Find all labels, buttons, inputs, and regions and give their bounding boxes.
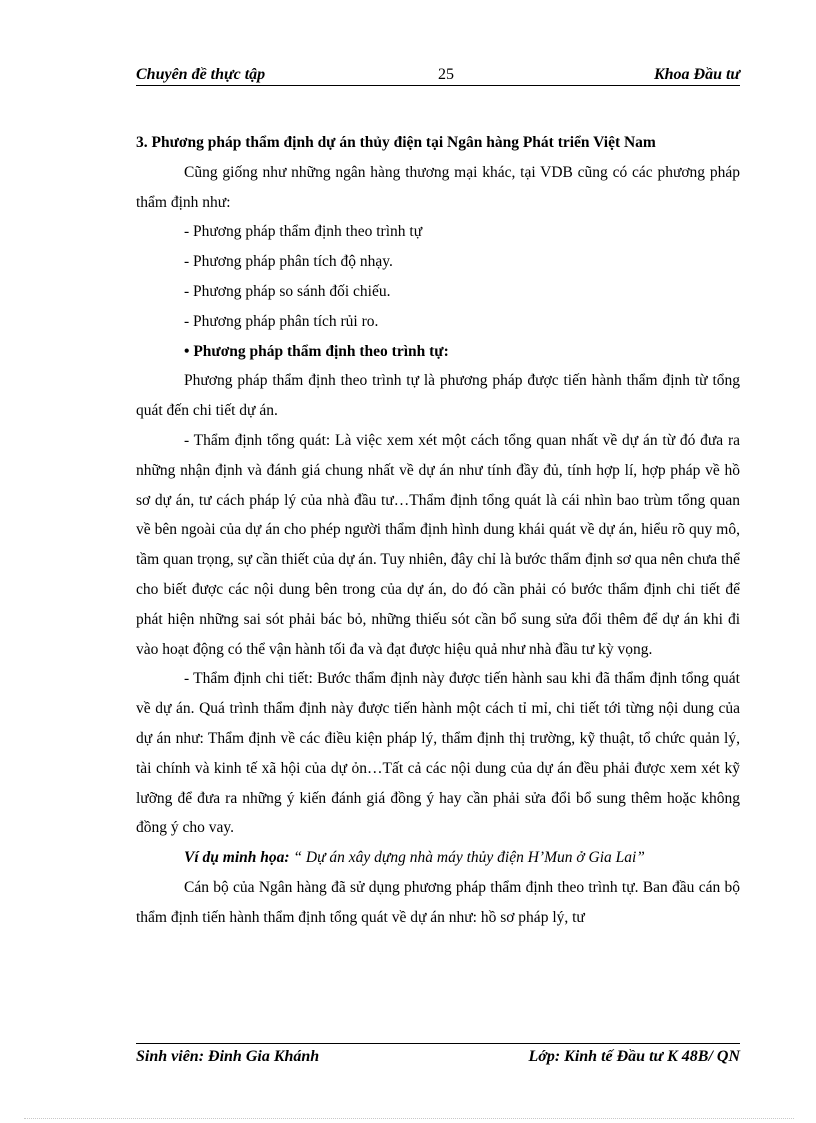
main-content: [136, 128, 740, 933]
paragraph-detailed-appraisal: - Thẩm định chi tiết: Bước thẩm định này được tiến hành sau khi đã thẩm định tổng quát về dự án. Quá trình thẩm định này được tiến hành một cách tỉ mỉ, chi tiết tới từng nội dung của dự án như: Thẩm định về các điều kiện pháp lý, thẩm định thị trường, kỹ thuật, tổ chức quản lý, tài chính và kinh tế xã hội của dự ỏn…Tất cả các nội dung của dự án đều phải được xem xét kỹ lưỡng để đưa ra những ý kiến đánh giá đồng ý hay cần phải sửa đổi bổ sung thêm hoặc không đồng ý cho vay.: [136, 670, 740, 837]
example-label: Ví dụ minh họa:: [184, 849, 290, 867]
sub-heading-text: Phương pháp thẩm định theo trình tự:: [193, 342, 449, 360]
page-number: 25: [438, 66, 454, 83]
method-item: - Phương pháp so sánh đối chiếu.: [184, 282, 391, 300]
header-left-title: Chuyên đề thực tập: [136, 66, 266, 83]
intro-paragraph: Cũng giống như những ngân hàng thương mại khác, tại VDB cũng có các phương pháp thẩm định như:: [136, 163, 740, 211]
page-bottom-border: [24, 1118, 794, 1119]
method-item: - Phương pháp phân tích độ nhạy.: [184, 253, 393, 271]
footer-student: Sinh viên: Đinh Gia Khánh: [136, 1048, 320, 1065]
method-item: - Phương pháp phân tích rủi ro.: [184, 312, 379, 330]
paragraph-example: Cán bộ của Ngân hàng đã sử dụng phương pháp thẩm định theo trình tự. Ban đầu cán bộ thẩm định tiến hành thẩm định tổng quát về dự án như: hồ sơ pháp lý, tư: [136, 878, 740, 926]
page-footer: [136, 1046, 740, 1072]
footer-divider: [136, 1043, 740, 1044]
paragraph-overview: Phương pháp thẩm định theo trình tự là phương pháp được tiến hành thẩm định từ tổng quát đến chi tiết dự án.: [136, 372, 740, 420]
example-line: [136, 843, 740, 873]
section-heading: 3. Phương pháp thẩm định dự án thủy điện tại Ngân hàng Phát triển Việt Nam: [136, 134, 656, 151]
header-divider: [136, 85, 740, 86]
footer-class: Lớp: Kinh tế Đầu tư K 48B/ QN: [528, 1048, 740, 1065]
sub-heading: [136, 337, 740, 367]
bullet-icon: •: [184, 342, 190, 360]
paragraph-general-appraisal: - Thẩm định tổng quát: Là việc xem xét một cách tổng quan nhất về dự án từ đó đưa ra những nhận định và đánh giá chung nhất về dự án như tính đầy đủ, tính hợp lí, hợp pháp về hồ sơ dự án, tư cách pháp lý của nhà đầu tư…Thẩm định tổng quát là cái nhìn bao trùm tổng quan về bên ngoài của dự án cho phép người thẩm định hình dung khái quát về dự án, hiểu rõ quy mô, tầm quan trọng, sự cần thiết của dự án. Tuy nhiên, đây chỉ là bước thẩm định sơ qua nên chưa thể cho biết được các nội dung bên trong của dự án, do đó cần phải có bước thẩm định chi tiết để phát hiện những sai sót phải bác bỏ, những thiếu sót cần bổ sung sửa đổi thêm để dự án khi đi vào hoạt động có thể vận hành tối đa và đạt được hiệu quả như nhà đầu tư kỳ vọng.: [136, 431, 740, 658]
example-text: “ Dự án xây dựng nhà máy thủy điện H’Mun ở Gia Lai”: [289, 849, 645, 867]
method-item: - Phương pháp thẩm định theo trình tự: [184, 223, 423, 241]
header-right-title: Khoa Đầu tư: [653, 66, 740, 83]
